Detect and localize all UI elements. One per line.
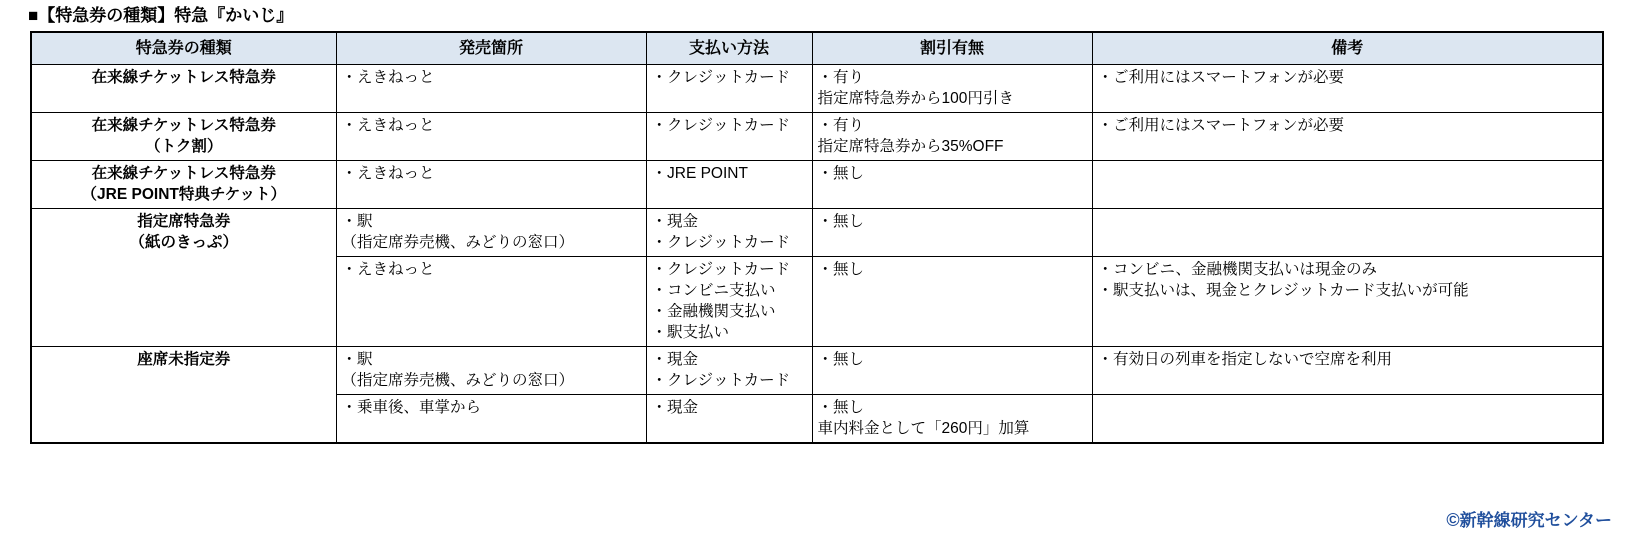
ticket-types-table xyxy=(30,31,1604,444)
cell-sales-location: ・乗車後、車掌から xyxy=(336,395,646,444)
column-header-remarks: 備考 xyxy=(1092,32,1603,65)
cell-payment-method: ・クレジットカード ・コンビニ支払い ・金融機関支払い ・駅支払い xyxy=(646,257,812,347)
cell-payment-method: ・現金 ・クレジットカード xyxy=(646,209,812,257)
cell-ticket-type: 在来線チケットレス特急券 （トク割） xyxy=(31,113,336,161)
column-header-discount: 割引有無 xyxy=(812,32,1092,65)
cell-discount: ・無し xyxy=(812,347,1092,395)
cell-discount: ・無し xyxy=(812,161,1092,209)
copyright-footer xyxy=(1446,506,1612,531)
cell-discount: ・無し xyxy=(812,209,1092,257)
cell-payment-method: ・クレジットカード xyxy=(646,113,812,161)
cell-remarks: ・有効日の列車を指定しないで空席を利用 xyxy=(1092,347,1603,395)
column-header-ticket-type: 特急券の種類 xyxy=(31,32,336,65)
column-header-sales-location: 発売箇所 xyxy=(336,32,646,65)
cell-discount: ・有り 指定席特急券から100円引き xyxy=(812,65,1092,113)
copyright-text: 新幹線研究センター xyxy=(1459,511,1612,530)
cell-payment-method: ・現金 xyxy=(646,395,812,444)
table-row xyxy=(31,347,1603,395)
cell-ticket-type: 指定席特急券 （紙のきっぷ） xyxy=(31,209,336,347)
cell-remarks xyxy=(1092,395,1603,444)
copyright-icon: © xyxy=(1446,510,1460,530)
cell-payment-method: ・JRE POINT xyxy=(646,161,812,209)
cell-remarks xyxy=(1092,209,1603,257)
cell-remarks: ・コンビニ、金融機関支払いは現金のみ ・駅支払いは、現金とクレジットカード支払いが可能 xyxy=(1092,257,1603,347)
table-row xyxy=(31,209,1603,257)
cell-sales-location: ・駅 （指定席券売機、みどりの窓口） xyxy=(336,209,646,257)
cell-sales-location: ・えきねっと xyxy=(336,161,646,209)
cell-sales-location: ・えきねっと xyxy=(336,65,646,113)
table-row xyxy=(31,161,1603,209)
table-body xyxy=(31,65,1603,444)
cell-remarks xyxy=(1092,161,1603,209)
table-header-row xyxy=(31,32,1603,65)
cell-remarks: ・ご利用にはスマートフォンが必要 xyxy=(1092,65,1603,113)
cell-discount: ・無し xyxy=(812,257,1092,347)
table-row xyxy=(31,113,1603,161)
cell-remarks: ・ご利用にはスマートフォンが必要 xyxy=(1092,113,1603,161)
page-title: ■【特急券の種類】特急『かいじ』 xyxy=(28,6,294,25)
cell-sales-location: ・駅 （指定席券売機、みどりの窓口） xyxy=(336,347,646,395)
cell-ticket-type: 在来線チケットレス特急券 xyxy=(31,65,336,113)
table-row xyxy=(31,65,1603,113)
cell-sales-location: ・えきねっと xyxy=(336,257,646,347)
cell-ticket-type: 座席未指定券 xyxy=(31,347,336,444)
cell-payment-method: ・クレジットカード xyxy=(646,65,812,113)
cell-payment-method: ・現金 ・クレジットカード xyxy=(646,347,812,395)
column-header-payment-method: 支払い方法 xyxy=(646,32,812,65)
cell-sales-location: ・えきねっと xyxy=(336,113,646,161)
cell-discount: ・有り 指定席特急券から35%OFF xyxy=(812,113,1092,161)
cell-discount: ・無し 車内料金として「260円」加算 xyxy=(812,395,1092,444)
ticket-types-table-wrapper xyxy=(30,31,1602,444)
cell-ticket-type: 在来線チケットレス特急券 （JRE POINT特典チケット） xyxy=(31,161,336,209)
